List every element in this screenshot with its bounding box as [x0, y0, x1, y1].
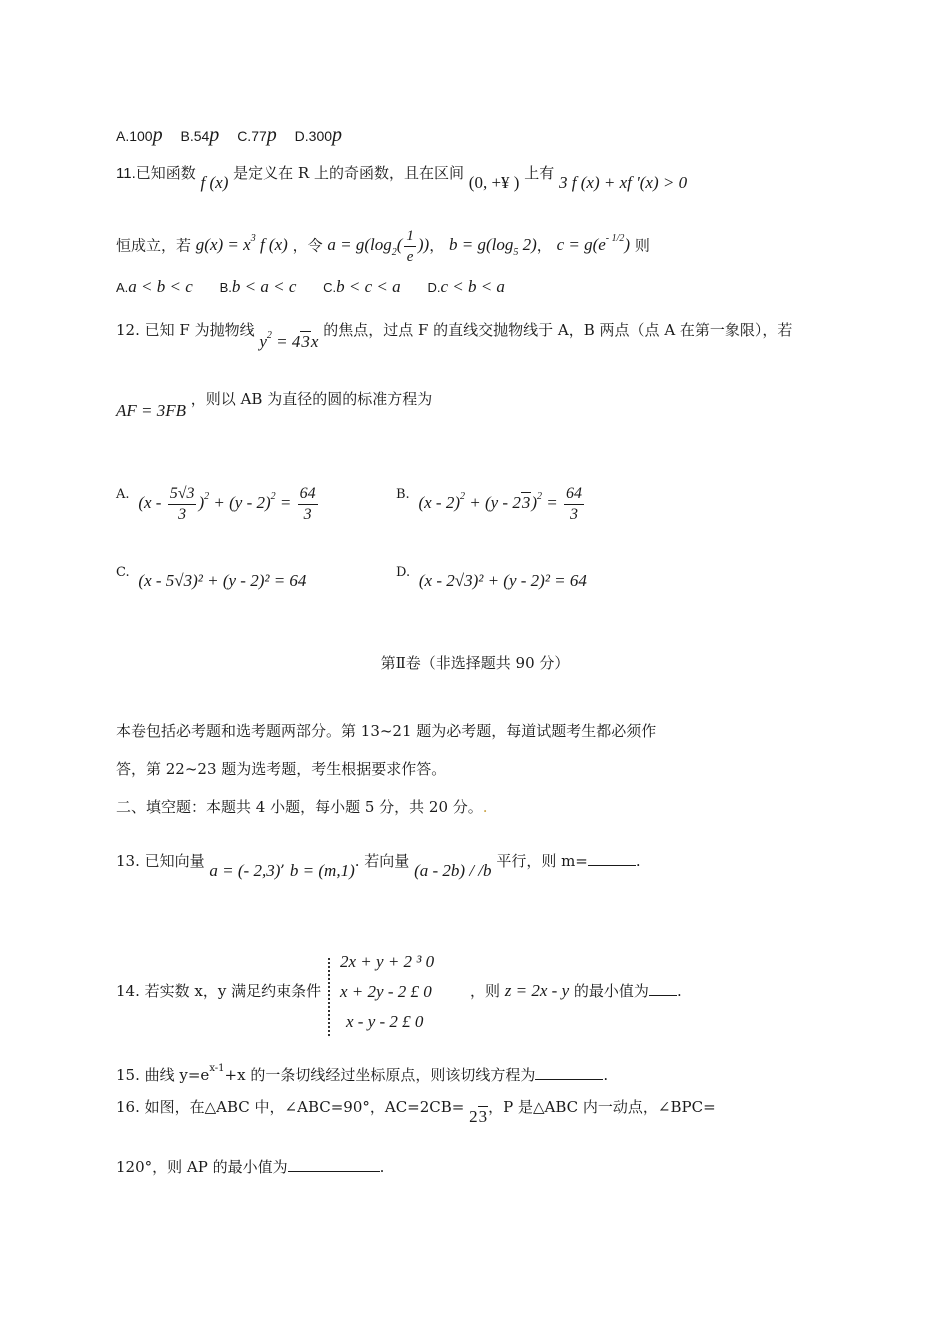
q15-end: .	[603, 1066, 609, 1084]
q13-end: .	[635, 852, 641, 870]
q15-line	[116, 1058, 608, 1086]
q12-option-b-label: B.	[396, 487, 410, 503]
q12-option-c-label: C.	[116, 565, 130, 580]
q14-text-left: 14. 若实数 x，y 满足约束条件	[116, 982, 322, 1000]
q11-line2-text-2: ，令	[292, 236, 323, 255]
q11-option-d: D.c < b < a	[427, 277, 505, 296]
q12-option-a-label: A.	[116, 487, 130, 503]
q14-objective: z = 2x - y	[504, 981, 570, 1000]
q11-a-def: $a = g(\log_2$( $\frac{1}{e}$ ))	[327, 228, 430, 265]
q13-expr: (a - 2b) / /b	[414, 861, 492, 880]
q16-text-1: 16. 如图，在△ABC 中，∠ABC=90°，AC=2CB=	[116, 1098, 465, 1116]
q16-line-1	[116, 1096, 716, 1126]
q14-constraint-3: x - y - 2 £ 0	[346, 1012, 424, 1031]
q11-b-def: $b = g(\log_5$ 2)	[449, 235, 537, 259]
q10-option-c: C.77p	[237, 124, 277, 146]
q10-option-d: D.300p	[294, 124, 343, 146]
q12-option-c	[116, 562, 306, 592]
q14-text-3: 的最小值为	[573, 982, 649, 1000]
q11-line-2: 恒成立，若 $g(x) = x^3$ f (x) ，令 $a = g(\log_2$( $\frac{1}{e}$ ))， $b = g(\log_5$ 2)， $c = g(e^{- 1/2})$ 则	[116, 228, 650, 265]
q15-text-2: +x 的一条切线经过坐标原点，则该切线方程为	[224, 1066, 536, 1084]
q12-option-c-expr: (x - 5√3)² + (y - 2)² = 64	[138, 571, 307, 590]
q12-parabola: $y^2 = 43x$	[259, 330, 319, 351]
q12-line-2	[116, 388, 433, 420]
q12-line-1	[116, 313, 793, 351]
q11-fx: f (x)	[200, 173, 229, 192]
q11-intro: 11.已知函数	[116, 165, 196, 182]
q16-line-2	[116, 1156, 384, 1178]
q11-options-row	[116, 276, 519, 299]
q11-c-def: $c = g(e^{- 1/2})$	[556, 233, 631, 255]
q13-line: 13. 已知向量 a = (- 2,3), b = (m,1). 若向量 (a - 2b) / /b 平行，则 m= .	[116, 852, 641, 880]
q14-constraint-1: 2x + y + 2 ³ 0	[340, 952, 435, 971]
q14-end: .	[676, 982, 682, 1000]
q14-brace	[328, 958, 336, 1036]
q11-text-2: 上有	[524, 164, 555, 182]
fill-in-title: 二、填空题：本题共 4 小题，每小题 5 分，共 20 分。.	[116, 798, 488, 816]
section-2-intro-1: 本卷包括必考题和选考题两部分。第 13~21 题为必考题，每道试题考生都必须作	[116, 722, 657, 740]
q14-constraint-2: x + 2y - 2 £ 0	[340, 982, 432, 1001]
q12-option-d-expr: (x - 2√3)² + (y - 2)² = 64	[418, 571, 587, 590]
q15-answer-blank[interactable]	[535, 1065, 603, 1080]
q13-text-1: 13. 已知向量	[116, 852, 205, 870]
q12-text-2: ，则以 AB 为直径的圆的标准方程为	[190, 390, 433, 408]
q16-end: .	[379, 1158, 385, 1176]
q16-text-2: ，P 是△ABC 内一动点，∠BPC=	[488, 1098, 716, 1116]
q16-text-3: 120°，则 AP 的最小值为	[116, 1158, 288, 1176]
q12-text: 的焦点，过点 F 的直线交抛物线于 A，B 两点（点 A 在第一象限），若	[323, 321, 793, 339]
q13-vector-a: a = (- 2,3)	[209, 861, 281, 880]
q12-option-b-expr: (x - 2)$^2$ + (y - 23)$^2$ = $\frac{64}{3}$	[418, 485, 582, 523]
q16-answer-blank[interactable]	[288, 1157, 380, 1172]
q14-text-right	[470, 980, 682, 1002]
q12-af-condition: AF = 3FB	[116, 401, 187, 420]
q11-option-c: C.b < c < a	[323, 277, 401, 296]
q13-vector-b: b = (m,1)	[289, 861, 355, 880]
q11-text: 是定义在 R 上的奇函数，且在区间	[233, 164, 464, 182]
q12-option-d	[396, 562, 587, 592]
section-2-heading: 第Ⅱ卷（非选择题共 90 分）	[380, 654, 570, 672]
q14-text-2: ，则	[470, 982, 501, 1000]
q11-interval: (0, +¥ )	[468, 173, 520, 192]
q14-answer-blank[interactable]	[649, 981, 677, 996]
q11-option-b: B.b < a < c	[219, 277, 297, 296]
q10-options-row	[116, 124, 356, 147]
q15-text-1: 15. 曲线 y=e	[116, 1066, 210, 1084]
q11-inequality: 3 f (x) + xf '(x) > 0	[559, 173, 688, 192]
q12-option-a	[116, 484, 320, 525]
q16-value: 23	[469, 1107, 488, 1126]
q11-option-a: A.a < b < c	[116, 277, 193, 296]
q15-exponent: x-1	[209, 1063, 225, 1074]
q11-line2-text: 恒成立，若	[116, 236, 192, 255]
q11-line2-text-3: 则	[634, 236, 650, 255]
q13-text-3: 平行，则 m=	[496, 852, 588, 870]
section-2-intro-2: 答，第 22~23 题为选考题，考生根据要求作答。	[116, 760, 447, 778]
q12-intro: 12. 已知 F 为抛物线	[116, 321, 255, 339]
q11-g-def: $g(x) = x^3$ f (x)	[195, 233, 288, 255]
q13-text-2: 若向量	[364, 852, 410, 870]
q10-option-a: A.100p	[116, 124, 163, 146]
q13-answer-blank[interactable]	[588, 851, 636, 866]
q10-option-b: B.54p	[180, 124, 220, 146]
q12-option-a-expr: (x - $\frac{5√3}{3}$ )$^2$ + (y - 2)$^2$ = $\frac{64}{3}$	[138, 485, 316, 523]
q11-line-1	[116, 162, 688, 192]
q12-option-d-label: D.	[396, 565, 411, 580]
q12-option-b	[396, 484, 586, 525]
